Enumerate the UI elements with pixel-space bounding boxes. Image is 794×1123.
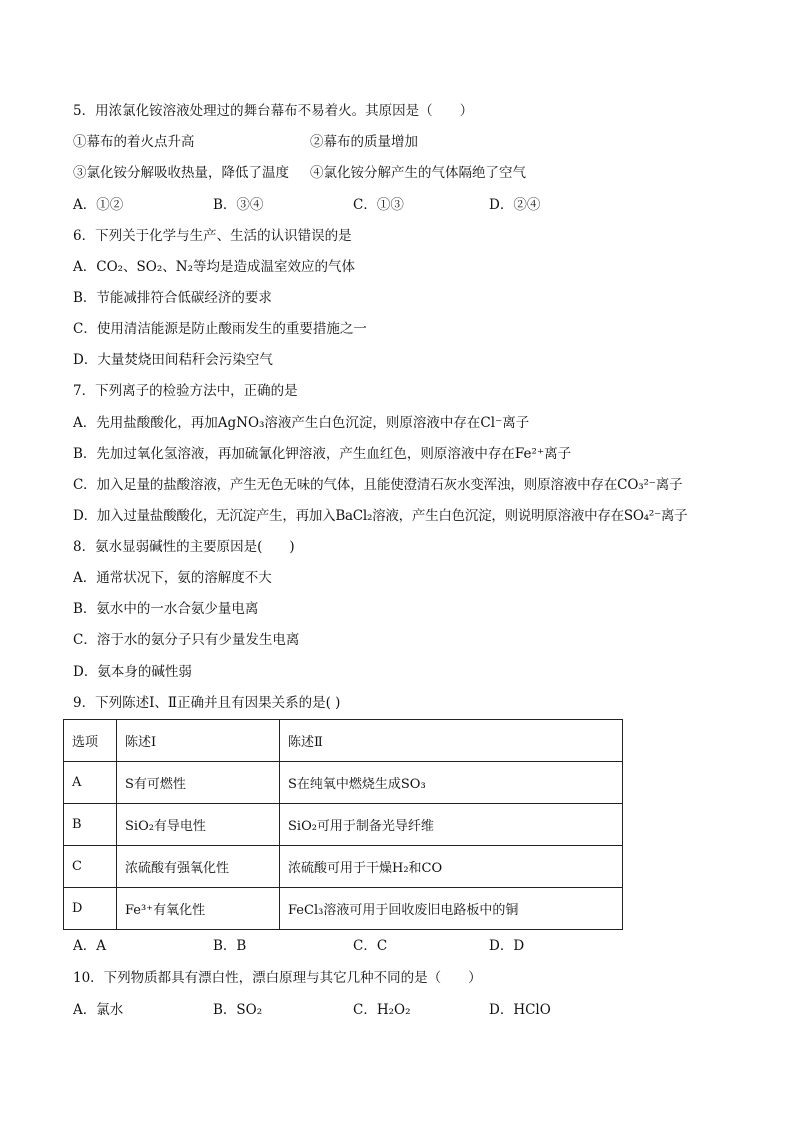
q8-option-d[interactable]: D．氨本身的碱性弱 [73,664,192,680]
q5-option-d[interactable]: D．②④ [489,197,541,213]
q9-option-c[interactable]: C．C [353,938,388,954]
table-header-row [64,720,623,762]
header-cell: 选项 [64,720,117,762]
table-row [64,762,623,804]
header-cell: 陈述Ⅱ [280,720,623,762]
q5-statement-1: ①幕布的着火点升高 [73,134,195,150]
q5-stem: 5．用浓氯化铵溶液处理过的舞台幕布不易着火。其原因是（ ） [73,103,474,119]
q5-statement-4: ④氯化铵分解产生的气体隔绝了空气 [310,165,526,181]
table-cell: A [64,762,117,804]
table-cell: 浓硫酸有强氧化性 [117,846,280,888]
q5-option-c[interactable]: C．①③ [353,197,404,213]
q5-option-b[interactable]: B．③④ [213,197,264,213]
q6-option-c[interactable]: C．使用清洁能源是防止酸雨发生的重要措施之一 [73,321,367,337]
header-cell: 陈述Ⅰ [117,720,280,762]
q7-option-c[interactable]: C．加入足量的盐酸溶液，产生无色无味的气体，且能使澄清石灰水变浑浊，则原溶液中存在CO₃²⁻离子 [73,477,683,493]
q7-stem: 7．下列离子的检验方法中，正确的是 [73,383,298,399]
q6-stem: 6．下列关于化学与生产、生活的认识错误的是 [73,228,352,244]
q5-statement-3: ③氯化铵分解吸收热量，降低了温度 [73,165,289,181]
q9-stem: 9．下列陈述Ⅰ、Ⅱ正确并且有因果关系的是( ) [73,695,341,711]
table-cell: 浓硫酸可用于干燥H₂和CO [280,846,623,888]
q10-option-b[interactable]: B．SO₂ [213,1002,263,1018]
q9-options [73,937,524,955]
q10-stem: 10．下列物质都具有漂白性，漂白原理与其它几种不同的是（ ） [73,970,482,986]
table-cell: C [64,846,117,888]
q9-option-a[interactable]: A．A [73,938,106,954]
table-cell: SiO₂可用于制备光导纤维 [280,804,623,846]
q9-option-d[interactable]: D．D [489,938,525,954]
q8-option-a[interactable]: A．通常状况下，氨的溶解度不大 [73,570,272,586]
q10-option-a[interactable]: A．氯水 [73,1002,124,1018]
q5-options [73,196,540,214]
q7-option-b[interactable]: B．先加过氧化氢溶液，再加硫氰化钾溶液，产生血红色，则原溶液中存在Fe²⁺离子 [73,446,572,462]
table-cell: SiO₂有导电性 [117,804,280,846]
q6-option-b[interactable]: B．节能减排符合低碳经济的要求 [73,290,272,306]
table-row [64,888,623,930]
table-cell: FeCl₃溶液可用于回收废旧电路板中的铜 [280,888,623,930]
table-cell: B [64,804,117,846]
table-row [64,846,623,888]
q9-table [63,719,623,930]
q6-option-d[interactable]: D．大量焚烧田间秸秆会污染空气 [73,352,273,368]
table-row [64,804,623,846]
q6-option-a[interactable]: A．CO₂、SO₂、N₂等均是造成温室效应的气体 [73,259,356,275]
q10-option-d[interactable]: D．HClO [489,1002,551,1018]
table-cell: S有可燃性 [117,762,280,804]
q7-option-a[interactable]: A．先用盐酸酸化，再加AgNO₃溶液产生白色沉淀，则原溶液中存在Cl⁻离子 [73,415,530,431]
q8-stem: 8．氨水显弱碱性的主要原因是( ) [73,539,295,555]
q5-option-a[interactable]: A．①② [73,197,124,213]
table-cell: S在纯氧中燃烧生成SO₃ [280,762,623,804]
q8-option-b[interactable]: B．氨水中的一水合氨少量电离 [73,601,259,617]
q10-options [73,1001,551,1019]
q10-option-c[interactable]: C．H₂O₂ [353,1002,411,1018]
q7-option-d[interactable]: D．加入过量盐酸酸化，无沉淀产生，再加入BaCl₂溶液，产生白色沉淀，则说明原溶液中存在SO₄²⁻离子 [73,508,688,524]
q5-statement-2: ②幕布的质量增加 [310,134,418,150]
q9-option-b[interactable]: B．B [213,938,247,954]
table-cell: D [64,888,117,930]
q8-option-c[interactable]: C．溶于水的氨分子只有少量发生电离 [73,632,300,648]
table-cell: Fe³⁺有氧化性 [117,888,280,930]
